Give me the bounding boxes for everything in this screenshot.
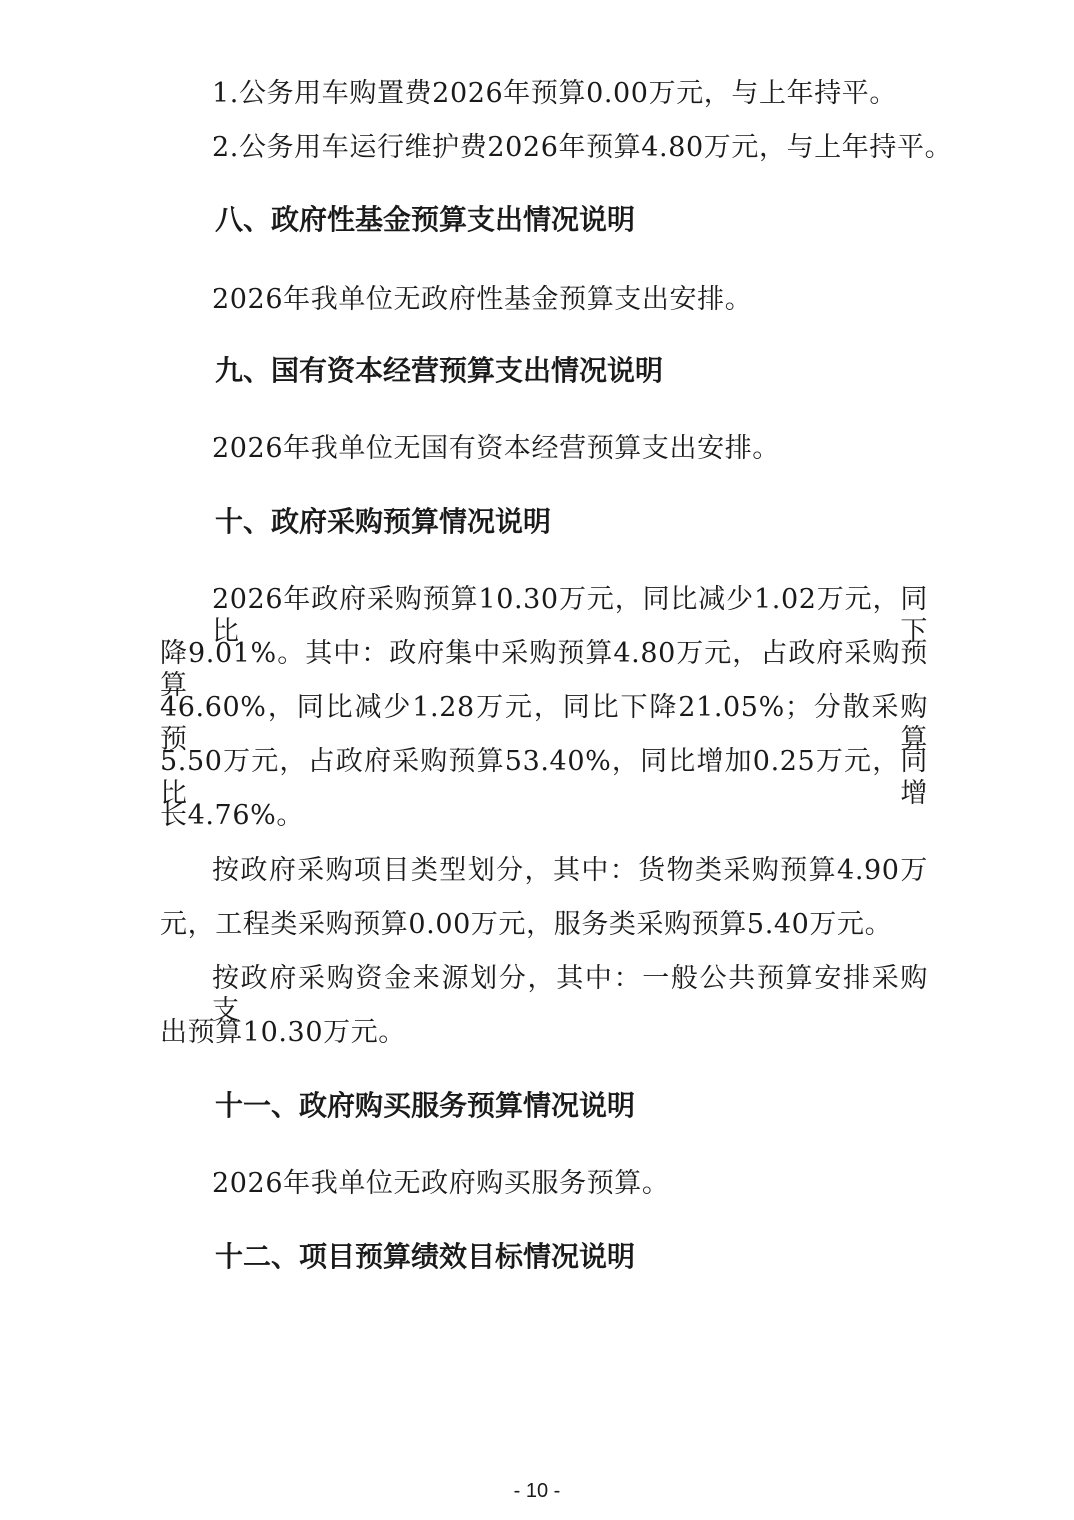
section-10-para3-line2: 出预算10.30万元。 (160, 1017, 406, 1048)
heading-section-12: 十二、项目预算绩效目标情况说明 (215, 1240, 636, 1273)
heading-section-8: 八、政府性基金预算支出情况说明 (215, 203, 636, 236)
section-11-body: 2026年我单位无政府购买服务预算。 (212, 1168, 670, 1199)
section-10-para1-line4: 5.50万元，占政府采购预算53.40%，同比增加0.25万元，同比增 (160, 746, 928, 809)
heading-section-11: 十一、政府购买服务预算情况说明 (215, 1089, 636, 1122)
section-10-para1-line3: 46.60%，同比减少1.28万元，同比下降21.05%；分散采购预算 (160, 692, 928, 755)
item-vehicle-purchase: 1.公务用车购置费2026年预算0.00万元，与上年持平。 (212, 78, 897, 109)
section-8-body: 2026年我单位无政府性基金预算支出安排。 (212, 284, 753, 315)
heading-section-9: 九、国有资本经营预算支出情况说明 (215, 354, 664, 387)
item-vehicle-maintenance: 2.公务用车运行维护费2026年预算4.80万元，与上年持平。 (212, 132, 953, 163)
section-10-para3-line1: 按政府采购资金来源划分，其中：一般公共预算安排采购支 (212, 963, 928, 1026)
section-10-para1-line5: 长4.76%。 (160, 800, 304, 831)
section-10-para2-line1: 按政府采购项目类型划分，其中：货物类采购预算4.90万 (212, 855, 928, 886)
section-9-body: 2026年我单位无国有资本经营预算支出安排。 (212, 433, 780, 464)
heading-section-10: 十、政府采购预算情况说明 (215, 505, 552, 538)
section-10-para1-line2: 降9.01%。其中：政府集中采购预算4.80万元，占政府采购预算 (160, 638, 928, 701)
page-number: - 10 - (513, 1480, 561, 1502)
section-10-para1-line1: 2026年政府采购预算10.30万元，同比减少1.02万元，同比下 (212, 584, 928, 647)
section-10-para2-line2: 元，工程类采购预算0.00万元，服务类采购预算5.40万元。 (160, 909, 893, 940)
